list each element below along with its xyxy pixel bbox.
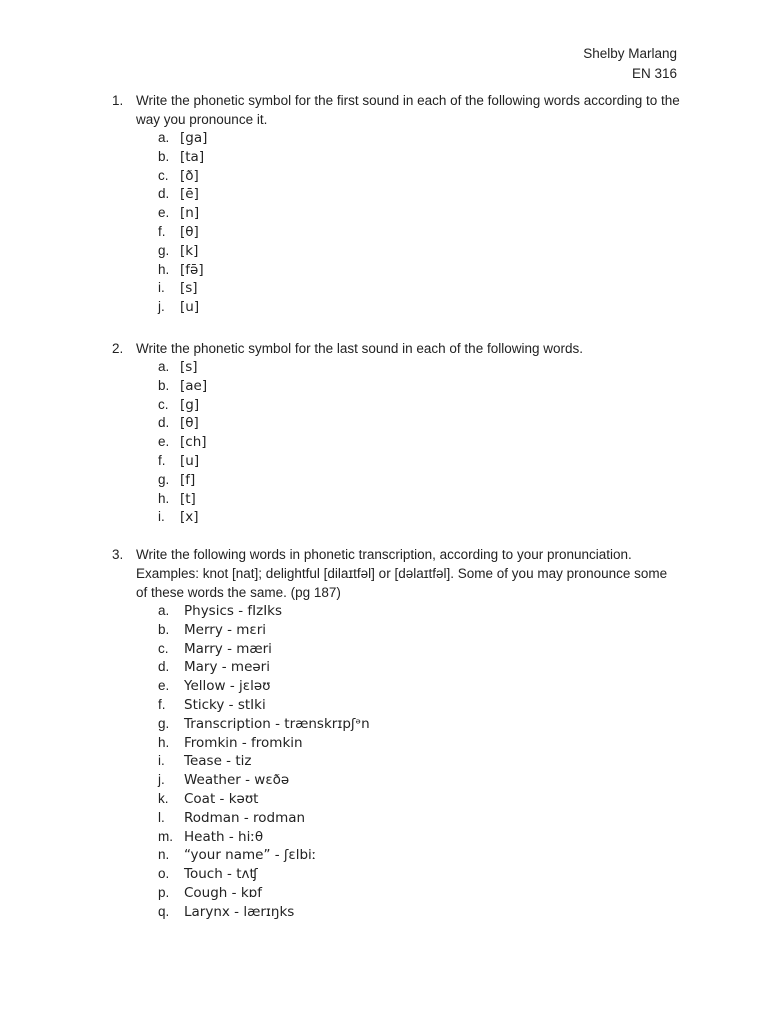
list-item: g. Transcription - trænskrɪpʃᵊn [158, 715, 370, 732]
answer: Cough - kɒf [184, 884, 262, 901]
answer: Tease - tiz [184, 753, 252, 770]
answer-list [158, 358, 682, 527]
question-text: Write the following words in phonetic transcription, according to your pronunciation. Examples: knot [nat]; delightful [dilaɪtfəl] or [dəlaɪtfəl]. Some of you may pronounce some of these words the same. (pg 187) [136, 547, 668, 600]
question-text: Write the phonetic symbol for the first sound in each of the following words according to the way you pronounce it. [136, 93, 680, 127]
list-item: d. [ē] [158, 186, 199, 203]
answer: [ē] [180, 186, 199, 203]
answer: [f] [180, 471, 196, 488]
list-item: i. [s] [158, 280, 198, 297]
question-number: 3. [112, 547, 124, 562]
student-name: Shelby Marlang [583, 46, 677, 61]
answer: Touch - tʌʧ [184, 866, 258, 883]
list-item: f. Sticky - stIki [158, 696, 266, 713]
answer: Coat - kəʊt [184, 790, 259, 807]
list-item: f. [θ] [158, 223, 199, 240]
answer: Sticky - stIki [184, 696, 266, 713]
answer: [ae] [180, 377, 208, 394]
answer: Weather - wɛðə [184, 772, 290, 789]
answer: Transcription - trænskrɪpʃᵊn [184, 715, 370, 732]
list-item: e. [ch] [158, 434, 207, 451]
list-item: j. Weather - wɛðə [158, 772, 290, 789]
list-item: e. [n] [158, 205, 200, 222]
answer: [s] [180, 359, 198, 375]
answer: [x] [180, 509, 199, 526]
answer-list [158, 129, 682, 317]
document-header [583, 44, 677, 84]
answer: “your name” - ʃɛlbiː [184, 847, 317, 864]
list-item: c. [g] [158, 396, 200, 413]
list-item: j. [u] [158, 299, 200, 316]
answer: [θ] [180, 415, 199, 432]
answer: [g] [180, 396, 200, 413]
answer: [s] [180, 280, 198, 297]
list-item: m. Heath - hiːθ [158, 828, 264, 845]
list-item: o. Touch - tʌʧ [158, 866, 258, 883]
list-item: g. [k] [158, 242, 199, 259]
list-item: b. [ta] [158, 148, 205, 165]
answer-list [158, 602, 682, 922]
list-item: d. [θ] [158, 415, 199, 432]
answer: [ð] [180, 167, 199, 184]
list-item: d. Mary - meəri [158, 659, 270, 676]
question-2 [112, 339, 682, 527]
answer: Rodman - rodman [184, 809, 306, 826]
answer: Mary - meəri [184, 659, 270, 676]
list-item: e. Yellow - jɛləʊ [158, 678, 271, 695]
answer: [t] [180, 490, 196, 507]
list-item: q. Larynx - lærɪŋks [158, 903, 295, 920]
list-item: a. Physics - fIzIks [158, 603, 283, 619]
answer: [k] [180, 242, 199, 259]
answer: [ga] [180, 130, 208, 146]
list-item: b. [ae] [158, 377, 208, 394]
list-item: c. Marry - mæri [158, 640, 272, 657]
list-item: k. Coat - kəʊt [158, 790, 259, 807]
list-item: n. “your name” - ʃɛlbiː [158, 847, 317, 864]
answer: Fromkin - fromkin [184, 734, 303, 751]
answer: [u] [180, 299, 200, 316]
question-3 [112, 545, 682, 922]
answer: [ta] [180, 148, 205, 165]
answer: [ch] [180, 434, 207, 451]
answer: [u] [180, 452, 200, 469]
list-item: h. [t] [158, 490, 196, 507]
list-item: i. [x] [158, 509, 199, 526]
list-item: f. [u] [158, 452, 200, 469]
list-item: i. Tease - tiz [158, 753, 252, 770]
list-item: g. [f] [158, 471, 196, 488]
answer: Merry - mɛri [184, 621, 267, 638]
list-item: p. Cough - kɒf [158, 884, 262, 901]
question-1 [112, 91, 682, 317]
answer: [n] [180, 205, 200, 222]
answer: Larynx - lærɪŋks [184, 903, 295, 920]
question-number: 2. [112, 341, 124, 356]
question-number: 1. [112, 93, 124, 108]
list-item: b. Merry - mɛri [158, 621, 267, 638]
list-item: a. [s] [158, 359, 198, 375]
list-item: a. [ga] [158, 130, 208, 146]
course-code: EN 316 [631, 66, 677, 81]
answer: [fə̄] [180, 261, 204, 278]
answer: Marry - mæri [184, 640, 272, 657]
list-item: h. Fromkin - fromkin [158, 734, 303, 751]
list-item: l. Rodman - rodman [158, 809, 306, 826]
answer: Physics - fIzIks [184, 603, 283, 619]
list-item: h. [fə̄] [158, 261, 204, 278]
list-item: c. [ð] [158, 167, 199, 184]
answer: [θ] [180, 223, 199, 240]
answer: Heath - hiːθ [184, 828, 264, 845]
question-text: Write the phonetic symbol for the last sound in each of the following words. [136, 341, 583, 356]
answer: Yellow - jɛləʊ [184, 678, 271, 695]
